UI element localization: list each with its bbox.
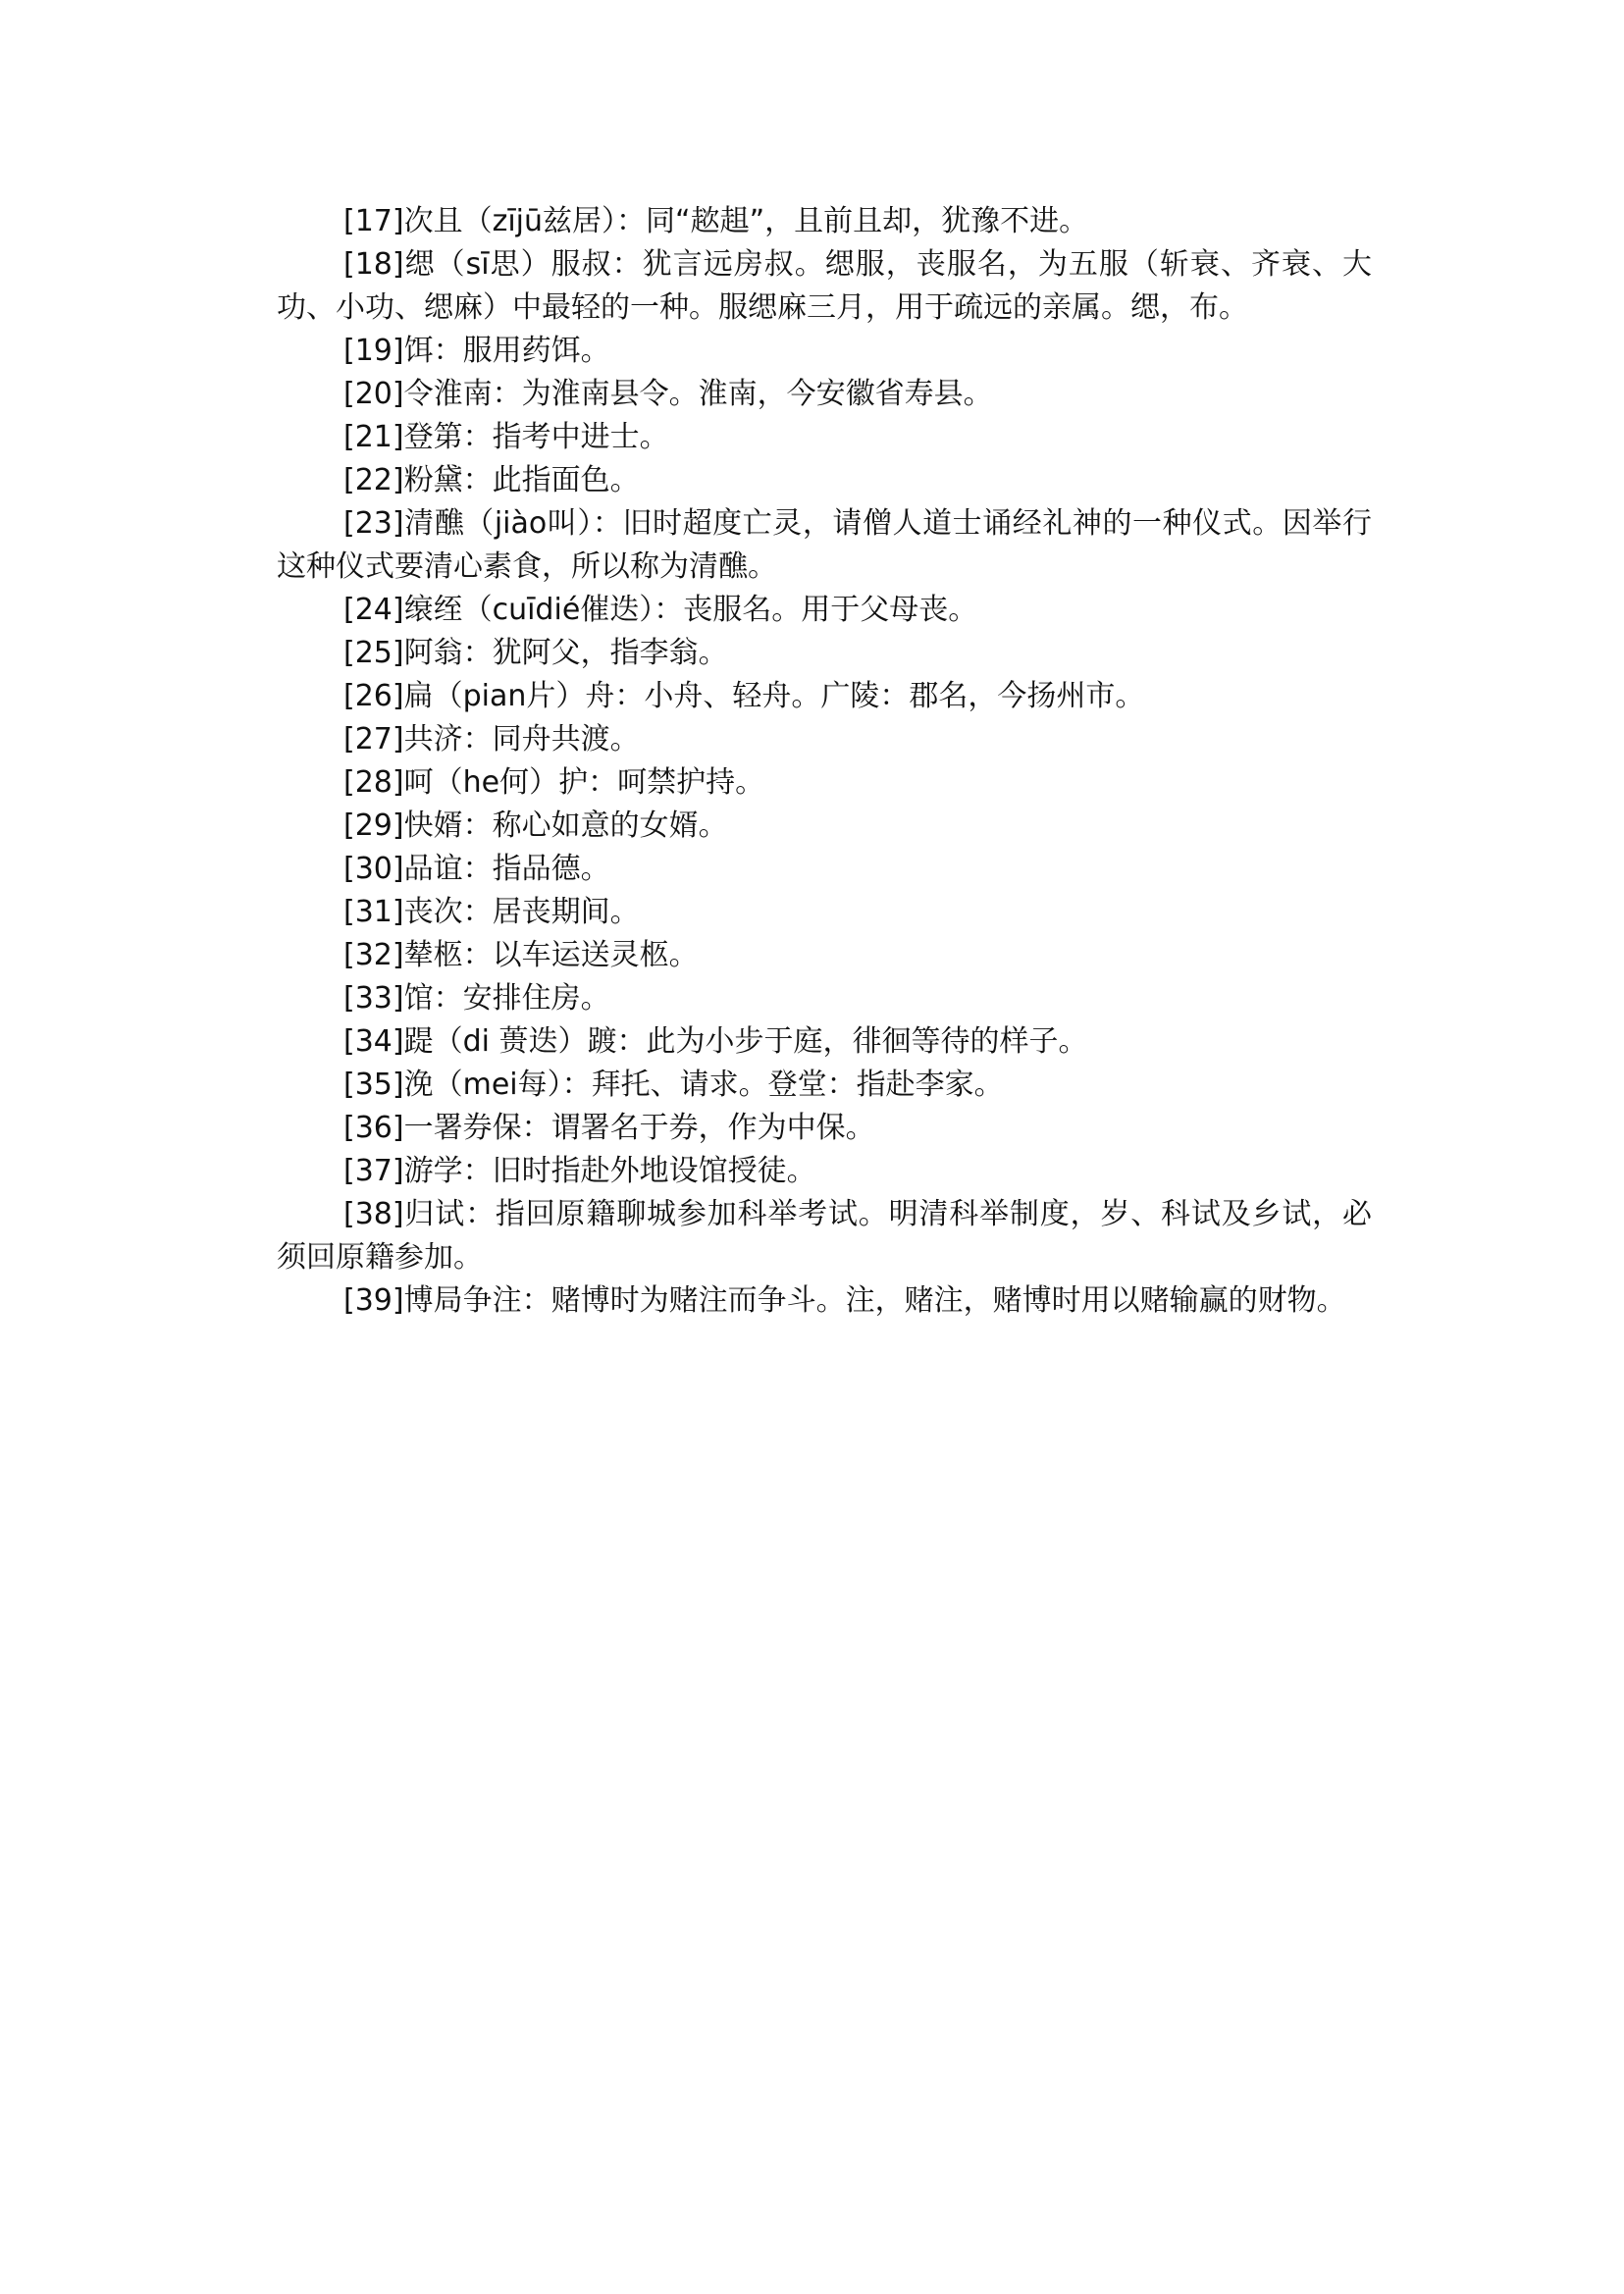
- annotation-number: [26]: [343, 679, 404, 713]
- annotation-text: 踶（di 蒉迭）踱：此为小步于庭，徘徊等待的样子。: [403, 1024, 1088, 1059]
- annotation-32: [277, 934, 1372, 977]
- annotation-25: [277, 632, 1372, 675]
- annotation-text: 品谊：指品德。: [403, 852, 610, 886]
- annotation-number: [33]: [343, 981, 404, 1016]
- annotation-text: 呵（he何）护：呵禁护持。: [403, 765, 765, 800]
- annotation-text: 浼（mei每）：拜托、请求。登堂：指赴李家。: [403, 1068, 1004, 1102]
- annotation-23: [277, 502, 1372, 589]
- annotation-text: 博局争注：赌博时为赌注而争斗。注，赌注，赌博时用以赌输赢的财物。: [403, 1283, 1346, 1318]
- annotation-28: [277, 761, 1372, 805]
- annotation-text: 令淮南：为淮南县令。淮南，今安徽省寿县。: [403, 377, 993, 411]
- annotation-18: [277, 243, 1372, 330]
- annotation-number: [39]: [343, 1283, 404, 1318]
- annotation-35: [277, 1064, 1372, 1107]
- annotation-30: [277, 848, 1372, 891]
- annotation-number: [37]: [343, 1154, 404, 1188]
- annotation-text: 辇柩：以车运送灵柩。: [403, 938, 699, 972]
- annotation-text: 共济：同舟共渡。: [403, 722, 640, 756]
- annotation-number: [34]: [343, 1024, 404, 1059]
- annotation-number: [38]: [343, 1197, 404, 1231]
- annotation-text: 阿翁：犹阿父，指李翁。: [403, 636, 728, 670]
- annotation-number: [27]: [343, 722, 404, 756]
- annotation-text: 一署券保：谓署名于券，作为中保。: [403, 1111, 875, 1145]
- annotation-number: [28]: [343, 765, 404, 800]
- annotation-31: [277, 891, 1372, 934]
- annotation-number: [36]: [343, 1111, 404, 1145]
- annotation-number: [29]: [343, 808, 404, 843]
- annotation-17: [277, 200, 1372, 243]
- annotation-text: 饵：服用药饵。: [403, 334, 610, 368]
- annotation-number: [32]: [343, 938, 404, 972]
- annotation-number: [35]: [343, 1068, 404, 1102]
- annotation-text: 登第：指考中进士。: [403, 420, 669, 454]
- annotation-text: 快婿：称心如意的女婿。: [403, 808, 728, 843]
- annotation-text: 游学：旧时指赴外地设馆授徒。: [403, 1154, 816, 1188]
- annotation-text: 馆：安排住房。: [403, 981, 610, 1016]
- annotation-19: [277, 330, 1372, 373]
- annotation-21: [277, 416, 1372, 459]
- annotation-text: 缞绖（cuīdié催迭）：丧服名。用于父母丧。: [403, 593, 978, 627]
- annotation-38: [277, 1193, 1372, 1279]
- annotation-37: [277, 1150, 1372, 1193]
- annotation-number: [20]: [343, 377, 404, 411]
- annotation-number: [30]: [343, 852, 404, 886]
- annotation-number: [18]: [343, 247, 404, 282]
- annotation-20: [277, 373, 1372, 416]
- annotation-36: [277, 1107, 1372, 1150]
- annotation-list: [277, 200, 1372, 1323]
- annotation-number: [19]: [343, 334, 404, 368]
- annotation-number: [31]: [343, 895, 404, 929]
- annotation-text: 粉黛：此指面色。: [403, 463, 640, 497]
- annotation-number: [21]: [343, 420, 404, 454]
- annotation-number: [17]: [343, 204, 404, 238]
- annotation-27: [277, 718, 1372, 761]
- annotation-text: 丧次：居丧期间。: [403, 895, 640, 929]
- annotation-22: [277, 459, 1372, 502]
- annotation-number: [25]: [343, 636, 404, 670]
- annotation-24: [277, 589, 1372, 632]
- annotation-39: [277, 1279, 1372, 1323]
- annotation-text: 次且（zījū兹居）：同“趑趄”，且前且却，犹豫不进。: [403, 204, 1089, 238]
- annotation-number: [23]: [343, 506, 404, 541]
- annotation-text: 缌（sī思）服叔：犹言远房叔。缌服，丧服名，为五服（斩衰、齐衰、大功、小功、缌麻）中最轻的一种。服缌麻三月，用于疏远的亲属。缌，布。: [277, 247, 1372, 325]
- annotation-number: [22]: [343, 463, 404, 497]
- annotation-26: [277, 675, 1372, 718]
- annotation-text: 扁（pian片）舟：小舟、轻舟。广陵：郡名，今扬州市。: [403, 679, 1145, 713]
- annotation-34: [277, 1020, 1372, 1064]
- annotation-text: 归试：指回原籍聊城参加科举考试。明清科举制度，岁、科试及乡试，必须回原籍参加。: [277, 1197, 1372, 1275]
- annotation-text: 清醮（jiào叫）：旧时超度亡灵，请僧人道士诵经礼神的一种仪式。因举行这种仪式要清心素食，所以称为清醮。: [277, 506, 1372, 584]
- annotation-33: [277, 977, 1372, 1020]
- annotation-29: [277, 805, 1372, 848]
- annotation-number: [24]: [343, 593, 404, 627]
